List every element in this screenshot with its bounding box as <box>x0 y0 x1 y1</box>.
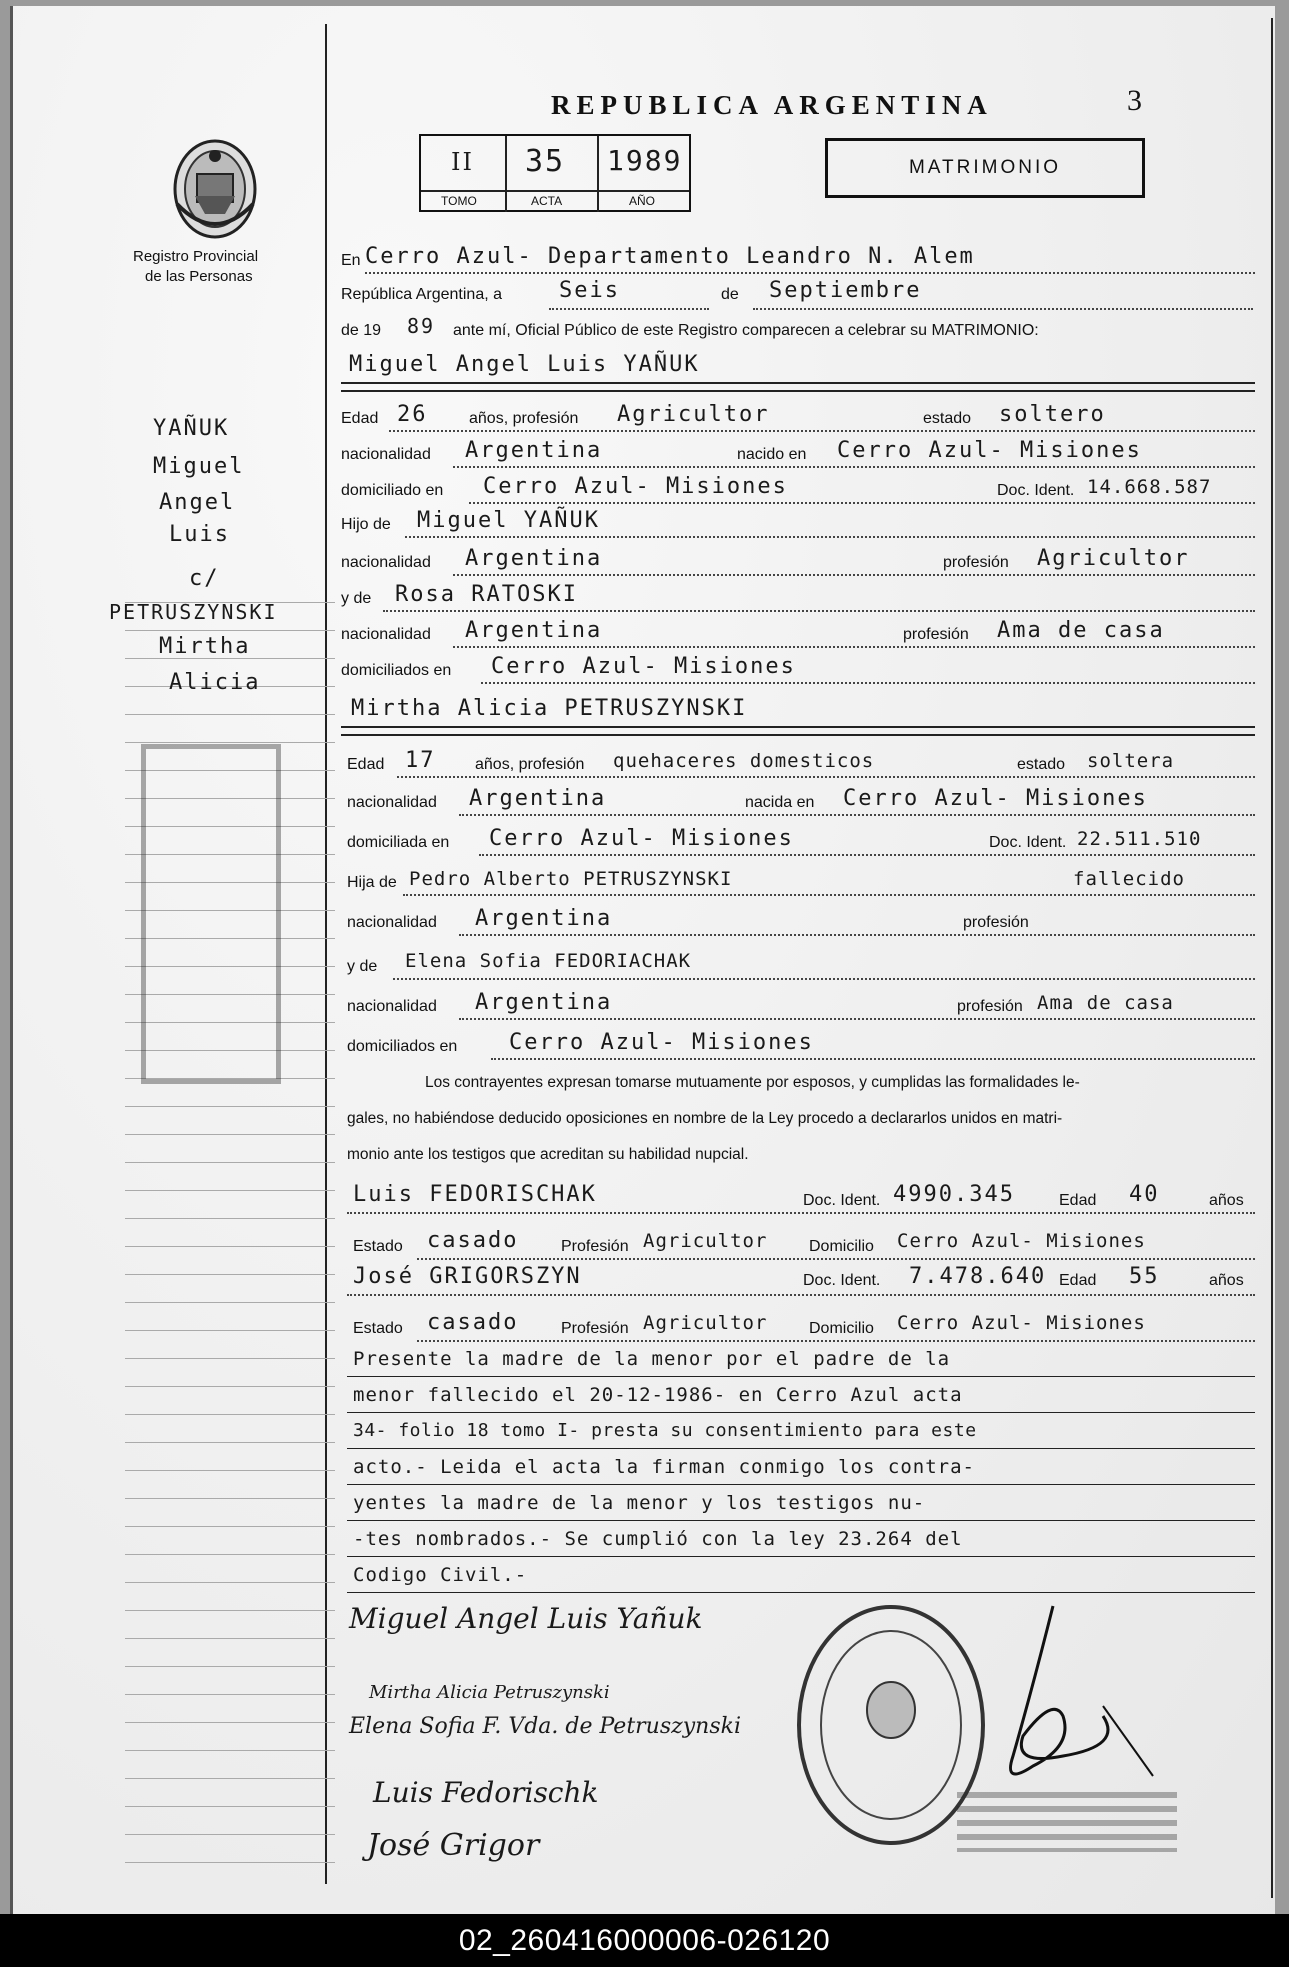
witness1-domicile: Cerro Azul- Misiones <box>897 1230 1146 1252</box>
bride-mother: Elena Sofia FEDORIACHAK <box>405 950 692 972</box>
groom-age: 26 <box>397 402 428 427</box>
de-label: de <box>721 286 739 303</box>
groom-edad-label: Edad <box>341 410 379 427</box>
groom-domiciliado-label: domiciliado en <box>341 482 444 499</box>
bride-parents-dom-label: domiciliados en <box>347 1038 458 1055</box>
witness2-domicilio-label: Domicilio <box>809 1320 874 1337</box>
groom-signature: Miguel Angel Luis Yañuk <box>349 1602 703 1635</box>
groom-name: Miguel Angel Luis YAÑUK <box>349 352 700 377</box>
groom-mother: Rosa RATOSKI <box>395 582 578 607</box>
witness2-name: José GRIGORSZYN <box>353 1264 582 1289</box>
margin-note-line: Angel <box>159 490 236 515</box>
margin-note-line: Miguel <box>153 454 245 479</box>
witness2-domicile: Cerro Azul- Misiones <box>897 1312 1146 1334</box>
groom-birthplace: Cerro Azul- Misiones <box>837 438 1142 463</box>
groom-father-nac-label: nacionalidad <box>341 554 431 571</box>
record-id-box <box>419 134 691 212</box>
ante-text: ante mí, Oficial Público de este Registro comparecen a celebrar su MATRIMONIO: <box>453 322 1039 339</box>
year-value: 89 <box>407 314 436 338</box>
expedition-stamp <box>141 744 281 1084</box>
bride-mother-nac-label: nacionalidad <box>347 998 437 1015</box>
groom-parents-domicile: Cerro Azul- Misiones <box>491 654 796 679</box>
right-edge-line <box>1271 18 1273 1898</box>
officer-stamp-text <box>957 1792 1177 1852</box>
bride-doc: 22.511.510 <box>1077 828 1202 850</box>
notes-line: yentes la madre de la menor y los testigos nu- <box>353 1492 926 1514</box>
page-number: 3 <box>1127 84 1142 117</box>
country-title: REPUBLICA ARGENTINA <box>551 90 993 120</box>
witness1-signature: Luis Fedorischk <box>373 1776 599 1809</box>
month-value: Septiembre <box>769 278 922 303</box>
witness2-signature: José Grigor <box>367 1828 540 1863</box>
notes-line: Presente la madre de la menor por el padre de la <box>353 1348 951 1370</box>
republica-label: República Argentina, a <box>341 286 502 303</box>
witness1-age: 40 <box>1129 1182 1160 1207</box>
acta-label: ACTA <box>531 194 563 208</box>
bride-hija-label: Hija de <box>347 874 397 891</box>
margin-note-line: Mirtha <box>159 634 251 659</box>
groom-mother-prof-label: profesión <box>903 626 969 643</box>
bride-doc-label: Doc. Ident. <box>989 834 1067 851</box>
bride-birthplace: Cerro Azul- Misiones <box>843 786 1148 811</box>
witness1-doc: 4990.345 <box>893 1182 1015 1207</box>
margin-note-line: c/ <box>189 566 220 591</box>
bride-mother-nationality: Argentina <box>475 990 613 1015</box>
groom-nacionalidad-label: nacionalidad <box>341 446 431 463</box>
bride-father-note: fallecido <box>1073 868 1185 890</box>
bride-father-nationality: Argentina <box>475 906 613 931</box>
groom-estado: soltero <box>999 402 1106 427</box>
groom-nacido-label: nacido en <box>737 446 807 463</box>
tomo-label: TOMO <box>441 194 477 208</box>
witness1-estado-label: Estado <box>353 1238 403 1255</box>
bride-profession: quehaceres domesticos <box>613 750 875 772</box>
bride-mother-prof-label: profesión <box>957 998 1023 1015</box>
notes-line: Codigo Civil.- <box>353 1564 528 1586</box>
witness1-estado: casado <box>427 1228 519 1253</box>
mother-signature: Elena Sofia F. Vda. de Petruszynski <box>349 1714 741 1739</box>
groom-mother-label: y de <box>341 590 372 607</box>
groom-mother-nationality: Argentina <box>465 618 603 643</box>
place-value: Cerro Azul- Departamento Leandro N. Alem <box>365 244 975 269</box>
acta-value: 35 <box>525 144 566 179</box>
bride-nacida-label: nacida en <box>745 794 815 811</box>
bride-mother-profession: Ama de casa <box>1037 992 1174 1014</box>
notes-line: menor fallecido el 20-12-1986- en Cerro Azul acta <box>353 1384 963 1406</box>
footer-code: 02_260416000006-026120 <box>458 1924 831 1957</box>
margin-note-line: Alicia <box>169 670 261 695</box>
bride-mother-label: y de <box>347 958 378 975</box>
bride-domicile: Cerro Azul- Misiones <box>489 826 794 851</box>
officer-signature-icon <box>953 1596 1183 1816</box>
groom-profesion-label: años, profesión <box>469 410 579 427</box>
witness1-domicilio-label: Domicilio <box>809 1238 874 1255</box>
groom-doc-label: Doc. Ident. <box>997 482 1075 499</box>
witness1-anos-label: años <box>1209 1192 1244 1209</box>
groom-hijo-label: Hijo de <box>341 516 391 533</box>
bride-profesion-label: años, profesión <box>475 756 585 773</box>
bride-parents-domicile: Cerro Azul- Misiones <box>509 1030 814 1055</box>
witness1-edad-label: Edad <box>1059 1192 1097 1209</box>
witness2-anos-label: años <box>1209 1272 1244 1289</box>
bride-name: Mirtha Alicia PETRUSZYNSKI <box>351 696 748 721</box>
witness1-doc-label: Doc. Ident. <box>803 1192 881 1209</box>
bride-age: 17 <box>405 748 436 773</box>
groom-domicile: Cerro Azul- Misiones <box>483 474 788 499</box>
groom-father-prof-label: profesión <box>943 554 1009 571</box>
witness1-name: Luis FEDORISCHAK <box>353 1182 597 1207</box>
groom-estado-label: estado <box>923 410 972 427</box>
witness2-doc: 7.478.640 <box>909 1264 1047 1289</box>
bride-signature: Mirtha Alicia Petruszynski <box>369 1682 610 1703</box>
witness1-profession: Agricultor <box>643 1230 768 1252</box>
anio-label: AÑO <box>629 194 656 208</box>
notes-line: 34- folio 18 tomo I- presta su consentimiento para este <box>353 1420 977 1441</box>
en-label: En <box>341 252 361 269</box>
anio-value: 1989 <box>607 144 683 177</box>
witness2-edad-label: Edad <box>1059 1272 1097 1289</box>
registry-name-line2: de las Personas <box>145 268 253 285</box>
bride-father: Pedro Alberto PETRUSZYNSKI <box>409 868 733 890</box>
groom-father-nationality: Argentina <box>465 546 603 571</box>
bride-father-nac-label: nacionalidad <box>347 914 437 931</box>
witness2-estado-label: Estado <box>353 1320 403 1337</box>
bride-father-prof-label: profesión <box>963 914 1029 931</box>
declaration-line1: Los contrayentes expresan tomarse mutuamente por esposos, y cumplidas las formalidades le- <box>425 1074 1080 1091</box>
bride-nacionalidad-label: nacionalidad <box>347 794 437 811</box>
margin-divider <box>325 24 327 1884</box>
registry-name-line1: Registro Provincial <box>133 248 259 265</box>
witness2-profession: Agricultor <box>643 1312 768 1334</box>
groom-parents-dom-label: domiciliados en <box>341 662 452 679</box>
day-value: Seis <box>559 278 620 303</box>
bride-estado-label: estado <box>1017 756 1066 773</box>
groom-doc: 14.668.587 <box>1087 476 1212 498</box>
witness2-age: 55 <box>1129 1264 1160 1289</box>
witness2-doc-label: Doc. Ident. <box>803 1272 881 1289</box>
declaration-line2: gales, no habiéndose deducido oposiciones en nombre de la Ley procedo a declararlos unidos en matri- <box>347 1110 1063 1127</box>
act-type-box <box>825 138 1145 198</box>
tomo-value: II <box>451 148 474 176</box>
year-label: de 19 <box>341 322 382 339</box>
witness2-estado: casado <box>427 1310 519 1335</box>
margin-note-line: PETRUSZYNSKI <box>109 600 278 624</box>
declaration-line3: monio ante los testigos que acreditan su habilidad nupcial. <box>347 1146 749 1163</box>
groom-father: Miguel YAÑUK <box>417 508 600 533</box>
notes-line: acto.- Leida el acta la firman conmigo los contra- <box>353 1456 975 1478</box>
footer-code-bar <box>0 1914 1289 1967</box>
bride-nationality: Argentina <box>469 786 607 811</box>
groom-father-profession: Agricultor <box>1037 546 1190 571</box>
witness2-profesion-label: Profesión <box>561 1320 629 1337</box>
groom-mother-profession: Ama de casa <box>997 618 1165 643</box>
bride-domiciliada-label: domiciliada en <box>347 834 450 851</box>
notes-line: -tes nombrados.- Se cumplió con la ley 23.264 del <box>353 1528 963 1550</box>
witness1-profesion-label: Profesión <box>561 1238 629 1255</box>
paper-sheet <box>10 6 1275 1914</box>
groom-nationality: Argentina <box>465 438 603 463</box>
groom-mother-nac-label: nacionalidad <box>341 626 431 643</box>
province-emblem-icon <box>165 134 265 244</box>
bride-estado: soltera <box>1087 750 1175 772</box>
act-type-label: MATRIMONIO <box>908 157 1062 178</box>
groom-profession: Agricultor <box>617 402 770 427</box>
margin-note-line: YAÑUK <box>153 416 230 441</box>
margin-note-line: Luis <box>169 522 230 547</box>
bride-edad-label: Edad <box>347 756 385 773</box>
